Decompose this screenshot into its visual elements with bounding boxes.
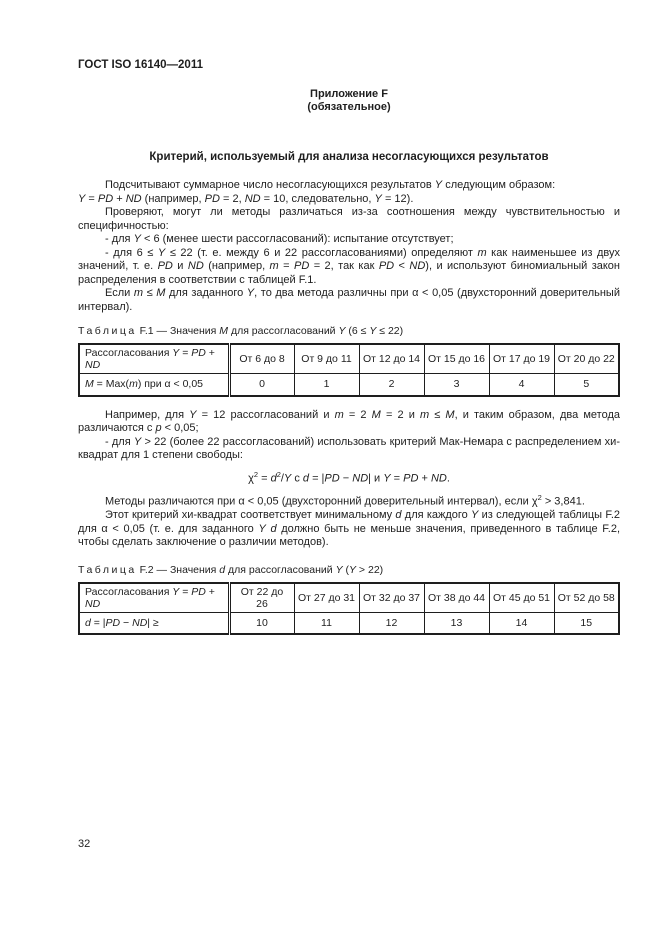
table-f2-header-cell: От 45 до 51	[489, 583, 554, 613]
table-f2-value-cell: 12	[359, 612, 424, 634]
body-text	[78, 179, 620, 314]
table-f2	[78, 582, 620, 636]
table-f1-caption	[78, 325, 620, 338]
table-caption-word: Таблица	[78, 563, 137, 576]
body-text	[78, 491, 620, 550]
appendix-label: Приложение F	[310, 88, 388, 100]
table-caption-word: Таблица	[78, 325, 137, 337]
table-f1-value-cell: 2	[359, 374, 424, 396]
paragraph: Если m ≤ M для заданного Y, то два метода различны при α < 0,05 (двухсторонний доверительный интервал).	[78, 287, 620, 313]
table-f2-value-cell: d = |PD − ND| ≥	[79, 612, 229, 634]
table-f2-caption	[78, 564, 620, 577]
appendix-kind: (обязательное)	[307, 101, 391, 113]
paragraph: Подсчитывают суммарное число несогласующихся результатов Y следующим образом:	[105, 179, 556, 191]
table-row	[79, 612, 619, 634]
paragraph: Методы различаются при α < 0,05 (двухсторонний доверительный интервал), если $\chi^2 > 3,841$.	[105, 493, 585, 508]
table-row	[79, 374, 619, 396]
table-f1-value-cell: 5	[554, 374, 619, 396]
table-f1-header-cell: От 15 до 16	[424, 344, 489, 374]
table-f1	[78, 343, 620, 397]
table-f1-value-cell: 3	[424, 374, 489, 396]
table-f2-value-cell: 11	[294, 612, 359, 634]
table-f1-value-cell: 4	[489, 374, 554, 396]
chi-square-formula: $\chi^2 = d^2/Y$ с d = |PD − ND| и Y = PD + ND.	[248, 469, 450, 485]
table-f2-value-cell: 10	[229, 612, 294, 634]
table-f1-value-cell: 1	[294, 374, 359, 396]
table-f1-header-cell: От 12 до 14	[359, 344, 424, 374]
table-f2-header-cell: От 32 до 37	[359, 583, 424, 613]
paragraph: Этот критерий хи-квадрат соответствует минимальному d для каждого Y из следующей таблицы F.2 для α < 0,05 (т. е. для заданного Y d должно быть не меньше значения, приведенного в таблице F.2, чтобы сделать заключение о различии методов).	[78, 509, 621, 549]
page-number: 32	[78, 838, 91, 850]
list-item-paragraph: - для Y < 6 (менее шести рассогласований): испытание отсутствует;	[105, 233, 454, 245]
page-content	[78, 0, 620, 635]
table-f1-header-cell: От 9 до 11	[294, 344, 359, 374]
table-f2-header-cell: От 27 до 31	[294, 583, 359, 613]
table-f2-value-cell: 13	[424, 612, 489, 634]
table-f1-header-cell: От 20 до 22	[554, 344, 619, 374]
paragraph: Проверяют, могут ли методы различаться из-за соотношения между чувствительностью и специфичностью:	[78, 206, 620, 232]
table-f2-header-cell: От 52 до 58	[554, 583, 619, 613]
table-f1-value-cell: 0	[229, 374, 294, 396]
table-caption-number: F.2	[139, 563, 154, 576]
table-caption-text: — Значения d для рассогласований Y (Y > 22)	[156, 563, 384, 576]
table-row	[79, 583, 619, 613]
table-f2-value-cell: 14	[489, 612, 554, 634]
paragraph: Y = PD + ND (например, PD = 2, ND = 10, следовательно, Y = 12).	[78, 192, 414, 205]
body-text	[78, 409, 620, 463]
section-title: Критерий, используемый для анализа несогласующихся результатов	[149, 151, 549, 163]
table-f2-header-cell: От 38 до 44	[424, 583, 489, 613]
table-row	[79, 344, 619, 374]
paragraph: Например, для Y = 12 рассогласований и m = 2 M = 2 и m ≤ M, и таким образом, два метода различаются с p < 0,05;	[78, 408, 620, 434]
list-item-paragraph: - для Y > 22 (более 22 рассогласований) использовать критерий Мак-Немара с распределением хи-квадрат для 1 степени свободы:	[78, 435, 620, 461]
table-f2-value-cell: 15	[554, 612, 619, 634]
list-item-paragraph: - для 6 ≤ Y ≤ 22 (т. е. между 6 и 22 рассогласованиями) определяют m как наименьшее из двух значений, т. е. PD и ND (например, m = PD = 2, так как PD < ND), и используют биномиальный закон распределения в соответствии с таблицей F.1.	[78, 246, 620, 286]
table-f1-value-cell: M = Max(m) при α < 0,05	[79, 374, 229, 396]
table-f1-header-cell: От 17 до 19	[489, 344, 554, 374]
table-caption-number: F.1	[139, 325, 154, 337]
table-f1-header-cell: Рассогласования Y = PD + ND	[79, 344, 229, 374]
document-header: ГОСТ ISO 16140—2011	[78, 59, 203, 71]
table-f1-header-cell: От 6 до 8	[229, 344, 294, 374]
table-caption-text: — Значения M для рассогласований Y (6 ≤ Y ≤ 22)	[156, 325, 404, 337]
table-f2-header-cell: Рассогласования Y = PD + ND	[79, 583, 229, 613]
table-f2-header-cell: От 22 до 26	[229, 583, 294, 613]
